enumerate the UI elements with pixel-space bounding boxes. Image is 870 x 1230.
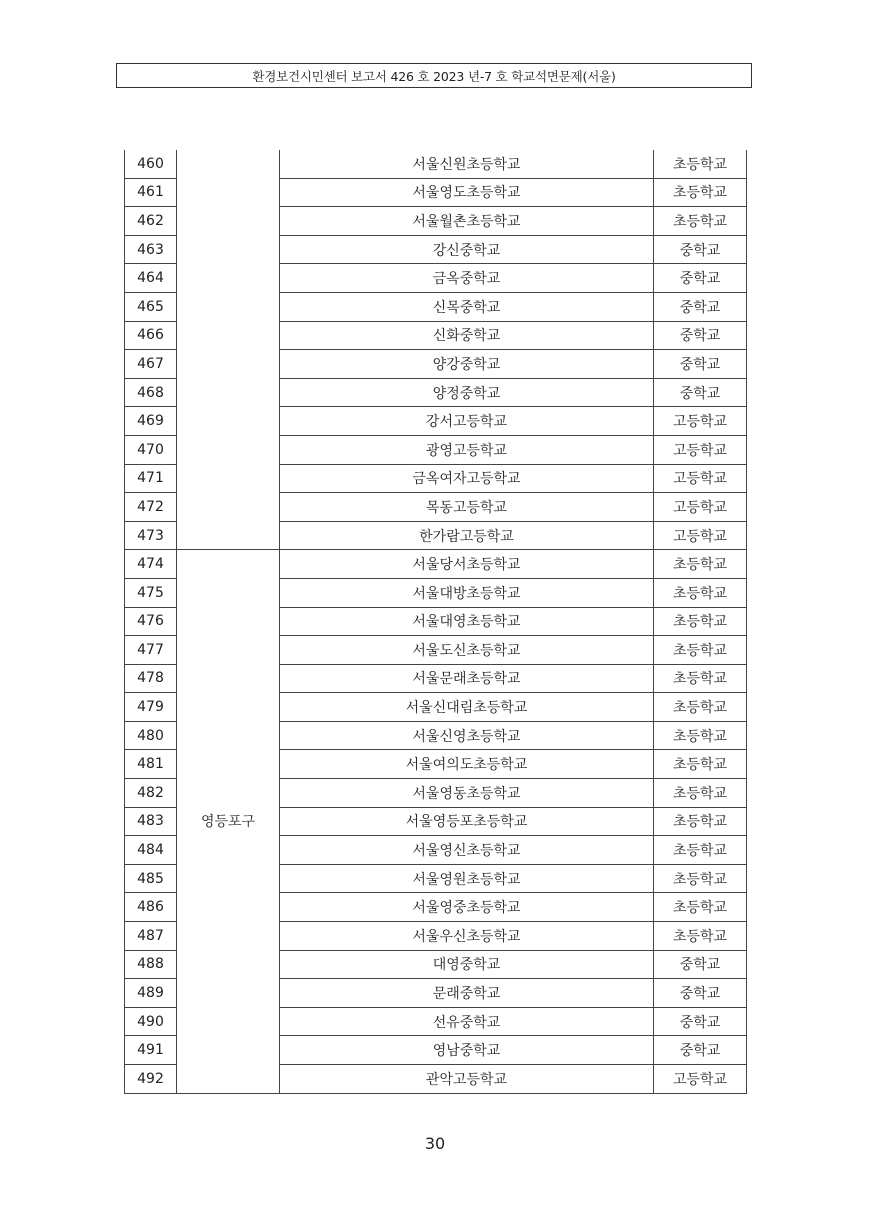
district-cell: 영등포구 <box>177 550 280 1093</box>
school-type-cell: 초등학교 <box>654 178 747 207</box>
school-type-cell: 중학교 <box>654 1036 747 1065</box>
school-type-cell: 고등학교 <box>654 435 747 464</box>
school-type-cell: 고등학교 <box>654 407 747 436</box>
row-number-cell: 461 <box>125 178 177 207</box>
school-name-cell: 금옥여자고등학교 <box>280 464 654 493</box>
school-type-cell: 초등학교 <box>654 693 747 722</box>
school-name-cell: 서울우신초등학교 <box>280 922 654 951</box>
school-name-cell: 서울영동초등학교 <box>280 779 654 808</box>
school-type-cell: 초등학교 <box>654 578 747 607</box>
school-type-cell: 중학교 <box>654 350 747 379</box>
school-type-cell: 중학교 <box>654 378 747 407</box>
school-type-cell: 중학교 <box>654 264 747 293</box>
school-name-cell: 서울여의도초등학교 <box>280 750 654 779</box>
row-number-cell: 480 <box>125 721 177 750</box>
row-number-cell: 477 <box>125 636 177 665</box>
school-name-cell: 한가람고등학교 <box>280 521 654 550</box>
table-row <box>125 550 747 579</box>
row-number-cell: 486 <box>125 893 177 922</box>
page-number: 30 <box>424 1134 446 1153</box>
row-number-cell: 490 <box>125 1007 177 1036</box>
row-number-cell: 478 <box>125 664 177 693</box>
school-type-cell: 초등학교 <box>654 922 747 951</box>
table-row <box>125 150 747 178</box>
row-number-cell: 483 <box>125 807 177 836</box>
row-number-cell: 476 <box>125 607 177 636</box>
school-name-cell: 서울당서초등학교 <box>280 550 654 579</box>
school-table <box>124 150 747 1094</box>
school-type-cell: 중학교 <box>654 235 747 264</box>
school-type-cell: 중학교 <box>654 321 747 350</box>
school-type-cell: 초등학교 <box>654 864 747 893</box>
row-number-cell: 468 <box>125 378 177 407</box>
school-type-cell: 중학교 <box>654 1007 747 1036</box>
school-name-cell: 서울대방초등학교 <box>280 578 654 607</box>
school-table-body <box>125 150 747 1093</box>
school-type-cell: 중학교 <box>654 979 747 1008</box>
school-name-cell: 서울월촌초등학교 <box>280 207 654 236</box>
school-type-cell: 중학교 <box>654 292 747 321</box>
row-number-cell: 471 <box>125 464 177 493</box>
school-type-cell: 초등학교 <box>654 836 747 865</box>
school-type-cell: 고등학교 <box>654 1065 747 1094</box>
school-type-cell: 초등학교 <box>654 550 747 579</box>
row-number-cell: 474 <box>125 550 177 579</box>
school-name-cell: 영남중학교 <box>280 1036 654 1065</box>
row-number-cell: 487 <box>125 922 177 951</box>
school-type-cell: 고등학교 <box>654 493 747 522</box>
row-number-cell: 482 <box>125 779 177 808</box>
school-name-cell: 서울영도초등학교 <box>280 178 654 207</box>
row-number-cell: 462 <box>125 207 177 236</box>
row-number-cell: 469 <box>125 407 177 436</box>
school-name-cell: 서울문래초등학교 <box>280 664 654 693</box>
school-type-cell: 초등학교 <box>654 607 747 636</box>
school-name-cell: 문래중학교 <box>280 979 654 1008</box>
school-type-cell: 고등학교 <box>654 521 747 550</box>
row-number-cell: 466 <box>125 321 177 350</box>
school-type-cell: 초등학교 <box>654 636 747 665</box>
school-name-cell: 서울신대림초등학교 <box>280 693 654 722</box>
row-number-cell: 464 <box>125 264 177 293</box>
school-type-cell: 초등학교 <box>654 807 747 836</box>
row-number-cell: 463 <box>125 235 177 264</box>
school-type-cell: 초등학교 <box>654 150 747 178</box>
school-name-cell: 선유중학교 <box>280 1007 654 1036</box>
school-name-cell: 서울신영초등학교 <box>280 721 654 750</box>
report-header-title: 환경보건시민센터 보고서 426 호 2023 년-7 호 학교석면문제(서울) <box>252 68 616 84</box>
row-number-cell: 479 <box>125 693 177 722</box>
school-type-cell: 초등학교 <box>654 779 747 808</box>
school-name-cell: 양강중학교 <box>280 350 654 379</box>
school-type-cell: 고등학교 <box>654 464 747 493</box>
school-name-cell: 서울도신초등학교 <box>280 636 654 665</box>
school-name-cell: 대영중학교 <box>280 950 654 979</box>
school-name-cell: 신목중학교 <box>280 292 654 321</box>
school-name-cell: 목동고등학교 <box>280 493 654 522</box>
school-type-cell: 초등학교 <box>654 893 747 922</box>
school-name-cell: 서울대영초등학교 <box>280 607 654 636</box>
row-number-cell: 465 <box>125 292 177 321</box>
school-type-cell: 초등학교 <box>654 750 747 779</box>
school-name-cell: 서울영중초등학교 <box>280 893 654 922</box>
row-number-cell: 484 <box>125 836 177 865</box>
school-name-cell: 서울영신초등학교 <box>280 836 654 865</box>
district-cell <box>177 150 280 550</box>
school-type-cell: 초등학교 <box>654 207 747 236</box>
row-number-cell: 460 <box>125 150 177 178</box>
row-number-cell: 467 <box>125 350 177 379</box>
report-header <box>116 63 752 88</box>
row-number-cell: 470 <box>125 435 177 464</box>
school-name-cell: 양정중학교 <box>280 378 654 407</box>
school-name-cell: 금옥중학교 <box>280 264 654 293</box>
row-number-cell: 492 <box>125 1065 177 1094</box>
row-number-cell: 472 <box>125 493 177 522</box>
school-name-cell: 서울영등포초등학교 <box>280 807 654 836</box>
row-number-cell: 488 <box>125 950 177 979</box>
school-name-cell: 강신중학교 <box>280 235 654 264</box>
row-number-cell: 491 <box>125 1036 177 1065</box>
school-type-cell: 중학교 <box>654 950 747 979</box>
school-name-cell: 광영고등학교 <box>280 435 654 464</box>
school-name-cell: 서울영원초등학교 <box>280 864 654 893</box>
row-number-cell: 489 <box>125 979 177 1008</box>
row-number-cell: 473 <box>125 521 177 550</box>
school-name-cell: 신화중학교 <box>280 321 654 350</box>
row-number-cell: 481 <box>125 750 177 779</box>
row-number-cell: 475 <box>125 578 177 607</box>
school-name-cell: 서울신원초등학교 <box>280 150 654 178</box>
school-type-cell: 초등학교 <box>654 664 747 693</box>
school-name-cell: 관악고등학교 <box>280 1065 654 1094</box>
row-number-cell: 485 <box>125 864 177 893</box>
school-type-cell: 초등학교 <box>654 721 747 750</box>
school-name-cell: 강서고등학교 <box>280 407 654 436</box>
